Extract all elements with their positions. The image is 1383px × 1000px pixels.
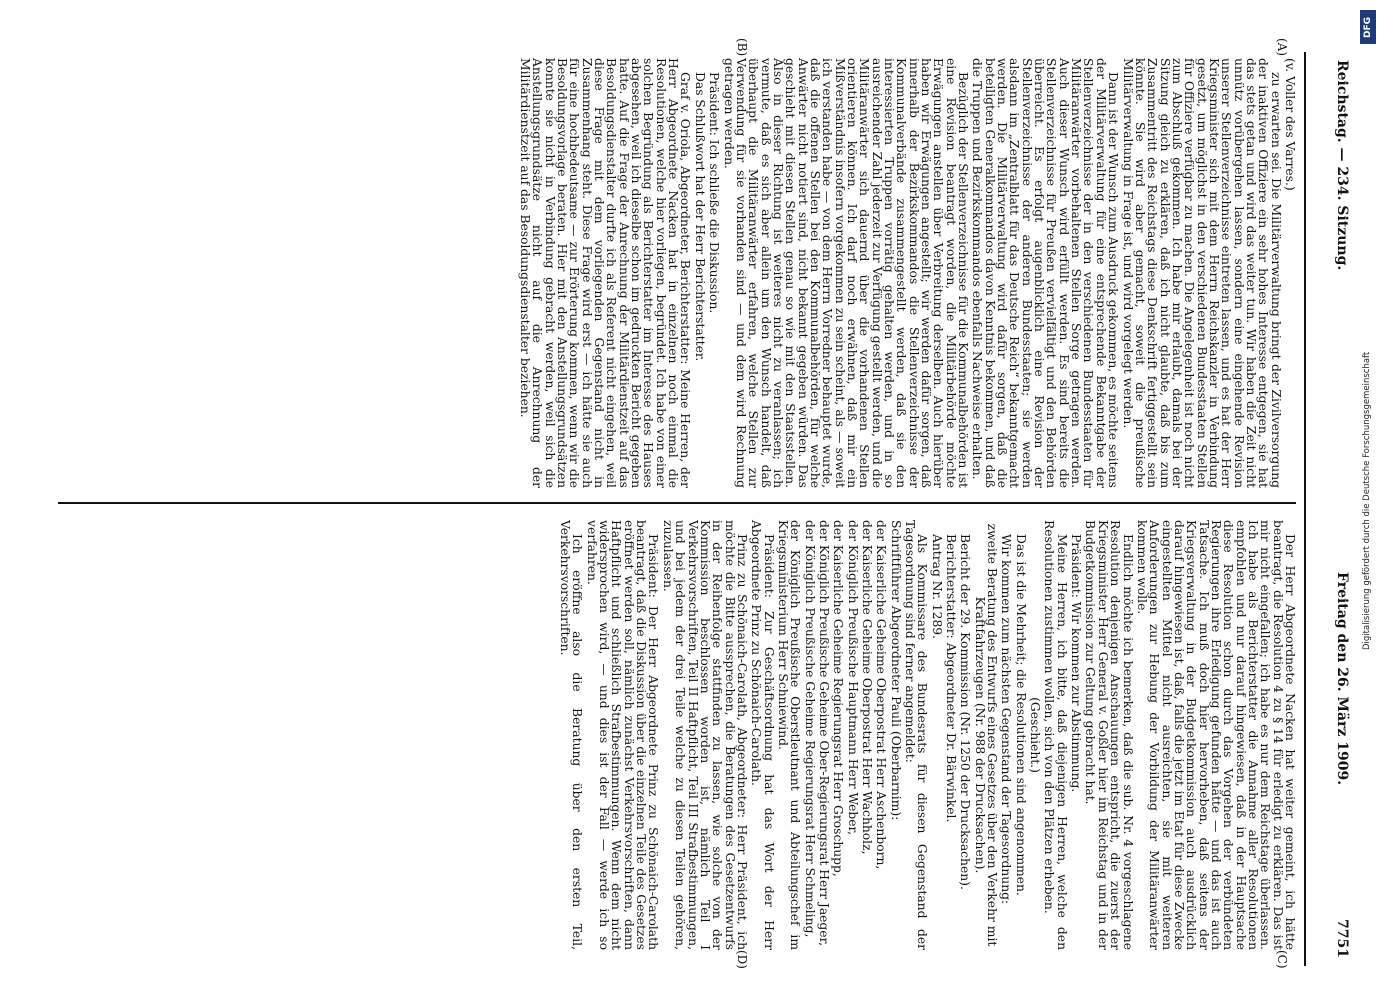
paragraph: Das ist die Mehrheit; die Resolutionen sind angenommen. [1013,534,1028,896]
margin-mark-d: (D) [735,950,749,969]
rotated-sheet [58,38,1350,969]
paragraph: Präsident: Ich schließe die Diskussion. [707,72,722,314]
paragraph: Das Schlußwort hat der Herr Berichterstatter. [692,72,707,362]
paragraph: Berichterstatter: Abgeordneter Dr. Bärwinkel. [944,534,959,823]
paragraph: Schriftführer Abgeordneter Pauli (Oberbarnim): [888,520,903,821]
paragraph: Endlich möchte ich bemerken, daß die sub. Nr. 4 vorgeschlagene Resolution denjenigen Anschauungen entspricht, die zuerst der Kriegsminister Herr General v. Goßler hier im Reichstag und in der Budgetkommission zur Geltung gebracht hat. [1083,520,1135,950]
speaker-note: (v. Voller des Varres.) [1283,58,1297,191]
paragraph: Ich eröffne also die Beratung über den ersten Teil, Verkehrsvorschriften. [558,520,585,950]
right-column [557,520,1296,950]
paragraph: Meine Herren, ich bitte, daß diejenigen Herren, welche den Resolutionen zustimmen wollen, sich von den Plätzen erheben. [1042,520,1069,950]
commissioner-item: der Kaiserliche Geheime Regierungsrat Herr Groschupp, [831,520,846,877]
paragraph: Graf v. Oriola, Abgeordneter, Berichterstatter: Meine Herren, der Herr Abgeordnete Nacken hat in einzelnen noch einmal die Resolutionen, welche hier vorliegen, begründet. Ich habe von einer solchen Begründung als Berichterstatter im Interesse des Hauses abgesehen, weil ich dieselbe schon im gedruckten Bericht gegeben hatte. Auf die Frage der Anrechnung der Militärdienstzeit auf das Besoldungsdienstalter durfte ich als Referent nicht eingehen, weil diese Frage mit dem vorliegenden Gegenstand nicht in Zusammenhang steht. Diese Frage wird erst — ich hätte sie auch für eine hochbedeutsame — zur Erörterung kommen, wenn wir die Besoldungsvorlage beraten. Hier mit den Anstellungsgrundsätzen konnte sie nicht in Verbindung gebracht werden, weil sich die Anstellungsgrundsätze nicht auf die Anrechnung der Militärdienstzeit auf das Besoldungsdienstalter beziehen. [518,58,693,488]
agenda-item: zweite Beratung des Entwurfs eines Gesetzes über den Verkehr mit Kraftfahrzeugen (Nr. 988 der Drucksachen). [972,523,1000,947]
margin-mark-c: (C) [1275,950,1289,969]
commissioner-item: der Königlich Preußische Hauptmann Herr Weber, [845,520,860,835]
paragraph: Wir kommen zum nächsten Gegenstand der Tagesordnung: [999,534,1014,905]
paragraph: zu erwarten sei. Die Militärverwaltung bringt der Zivilversorgung der inaktiven Offiziere ein sehr hohes Interesse entgegen, sie hat das stets getan und wird das weiter tun. Wir haben die Zeit nicht unnütz vorübergehen lassen, sondern eine eingehende Revision unserer Stellenverzeichnisse eintreten lassen, und es hat der Herr Kriegsminister sich mit dem Herrn Reichskanzler in Verbindung gesetzt, um möglichst in den verschiedenen Bundesstaaten Stellen für Offiziere verfügbar zu machen. Die Angelegenheit ist noch nicht zum Abschluß gekommen. Ich habe mir erlaubt, damals bei der Sitzung gleich zu erklären, daß ich nicht glaubte, daß bis zum Zusammentritt des Reichstags diese Denkschrift fertiggestellt sein könnte. Sie wird aber gemacht, soweit die preußische Militärverwaltung in Frage ist, und wird vorgelegt werden. [1120,58,1283,488]
paragraph: Der Herr Abgeordnete Nacken hat weiter gemeint, ich hätte beantragt, die Resolution 4 zu § 14 für erledigt zu erklären. Das ist mir nicht eingefallen; ich habe es nur dem Reichstage überlassen. Ich habe als Berichterstatter die Annahme aller Resolutionen empfohlen und nur darauf hingewiesen, daß in der Hauptsache diese Resolution schon durch das Vorgehen der verbündeten Regierungen ihre Erledigung gefunden hätte — und das ist auch Tatsache. Ich muß doch hier hervorheben, daß seitens der Kriegsverwaltung in der Budgetkommission auch ausdrücklich darauf hingewiesen ist, daß, falls die jetzt im Etat für diese Zwecke eingestellten Mittel nicht ausreichten, sie mit weiteren Anforderungen zur Hebung der Vorbildung der Militäranwärter kommen wolle. [1134,520,1297,950]
paragraph: Prinz zu Schönaich-Carolath, Abgeordneter: Herr Präsident, ich möchte die Bitte aussprechen, die Beratungen des Gesetzentwurfs in der Reihenfolge stattfinden zu lassen, wie solche von der Kommission beschlossen worden ist, nämlich Teil I Verkehrsvorschriften, Teil II Haftpflicht, Teil III Strafbestimmungen, und bei jedem der drei Teile welche zu diesen Teilen gehören, zuzulassen. [660,520,749,950]
paragraph: Bezüglich der Stellenverzeichnisse für die Kommunalbehörden ist eine Revision beantragt worden, die Militärbehörde möchte Erwägungen anstellen über Verbreitung derselben. Auch hierüber haben wir Erwägungen angestellt; wir werden dafür sorgen, daß innerhalb der Bezirkskommandos die Stellenverzeichnisse der Kommunalverbände zusammengestellt werden, daß sie den interessierten Truppen vorrätig gehalten werden, und in so ausreichender Zahl jederzeit zur Verfügung gestellt werden, und die Militäranwärter sich dauernd über die vorhandenen Stellen orientieren können. Ich darf noch erwähnen, daß mir ein Mißverständnis insofern vorgekommen zu sein scheint, als — soweit ich verstanden habe — von dem Herrn Vorredner behauptet wurde, daß die offenen Stellen bei den Kommunalbehörden, für welche Anwärter nicht notiert sind, nicht bekannt gegeben würden. Das geschieht mit diesen Stellen genau so wie mit den Staatsstellen. Also in dieser Richtung ist weiteres nicht zu veranlassen; ich vermute, daß es sich aber allein um den Wunsch handelt, daß überhaupt die Militäranwärter erfahren, welche Stellen zur Verwendung für sie vorhanden sind — und dem wird Rechnung getragen werden. [721,58,971,488]
paragraph: Präsident: Der Herr Abgeordnete Prinz zu Schönaich-Carolath beantragt, daß die Diskussion über die einzelnen Teile des Gesetzes eröffnet werden soll, nämlich zunächst Verkehrsvorschriften, dann Haftpflicht und schließlich Strafbestimmungen. Wenn dem nicht widersprochen wird, — und dies ist der Fall — werde ich so verfahren. [584,520,661,950]
commissioner-item: der Kaiserliche Geheime Oberpostrat Herr Aschenborn, [874,520,889,870]
header-rule [1304,52,1306,966]
paragraph: Präsident: Wir kommen zur Abstimmung. [1069,534,1084,793]
funding-note: Digitalisierung gefördert durch die Deutsche Forschungsgemeinschaft [1362,351,1372,650]
paragraph: Präsident: Zur Geschäftsordnung hat das Wort der Herr Abgeordnete Prinz zu Schönaich-Carolath. [749,520,776,950]
paragraph: Antrag Nr. 1289. [929,534,944,640]
margin-mark-a: (A) [1275,38,1289,57]
column-divider [58,502,1296,504]
dfg-logo: DFG [1360,10,1376,44]
commissioner-item: der Königlich Preußische Geheime Ober-Regierungsrat Herr Jaeger, [816,520,831,947]
commissioner-item: der Kaiserliche Geheime Oberpostrat Herr Wachholz, [860,520,874,855]
paragraph: (Geschieht.) [1028,697,1043,773]
left-column [517,58,1296,488]
header-date: Freitag den 26. März 1909. [1334,572,1350,786]
paragraph: Als Kommissare des Bundesrats für diesen Gegenstand der Tagesordnung sind ferner angemeldet: [903,520,930,950]
commissioner-item: der Königlich Preußische Oberstleutnant und Abteilungschef im Kriegsministerium Herr Schniewind. [775,520,803,950]
paragraph: Bericht der 29. Kommission (Nr. 1250 der Drucksachen). [958,534,973,890]
paragraph: Dann ist der Wunsch zum Ausdruck gekommen, es möchte seitens der Militärverwaltung für eine entsprechende Bekanntgabe der Stellenverzeichnisse der in den verschiedenen Bundesstaaten für Militäranwärter vorbehaltenen Stellen Sorge getragen werden. Auch dieser Wunsch wird erfüllt werden. Es sind bereits die Stellenverzeichnisse für Preußen vervielfältigt und den Behörden überreicht. Es erfolgt augenblicklich eine Revision der Stellenverzeichnisse der anderen Bundesstaaten; sie werden alsdann im „Zentralblatt für das Deutsche Reich“ bekanntgemacht werden. Die Militärverwaltung wird dafür sorgen, daß die beteiligten Generalkommandos davon Kenntnis bekommen, und daß die Truppen und Bezirkskommandos ebenfalls Nachweise erhalten. [970,58,1121,488]
header-left: Reichstag. — 234. Sitzung. [1334,60,1350,271]
page-number: 7751 [1334,919,1350,958]
margin-mark-b: (B) [735,38,749,57]
commissioner-item: der Königlich Preußische Geheime Regierungsrat Herr Schmeling, [802,520,817,938]
